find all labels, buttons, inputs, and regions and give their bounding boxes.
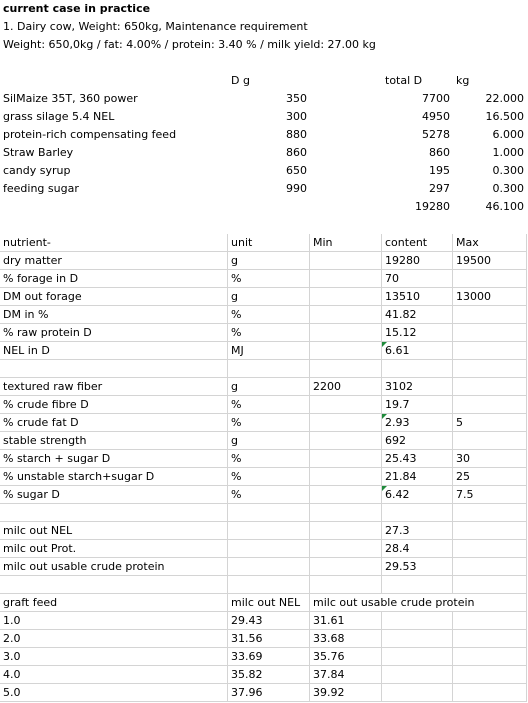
spacer-row xyxy=(0,360,528,378)
graft-nel[interactable]: 35.82 xyxy=(228,666,310,684)
feeds-header-row xyxy=(0,72,528,90)
nutrient-unit[interactable]: % xyxy=(228,414,310,432)
empty-cell[interactable] xyxy=(453,540,527,558)
milk-name[interactable]: milc out Prot. xyxy=(0,540,228,558)
empty-cell[interactable] xyxy=(228,522,310,540)
graft-row xyxy=(0,684,528,702)
empty-cell[interactable] xyxy=(453,612,527,630)
nutrient-min[interactable] xyxy=(310,486,382,504)
milk-name[interactable]: milc out NEL xyxy=(0,522,228,540)
nutrient-content[interactable]: 13510 xyxy=(382,288,453,306)
graft-feed[interactable]: 2.0 xyxy=(0,630,228,648)
nutrient-name[interactable]: % raw protein D xyxy=(0,324,228,342)
nutrient-unit[interactable]: g xyxy=(228,378,310,396)
nutrient-content[interactable]: 15.12 xyxy=(382,324,453,342)
feed-dg[interactable]: 990 xyxy=(286,182,307,195)
empty-cell[interactable] xyxy=(382,648,453,666)
empty-cell[interactable] xyxy=(228,360,310,378)
feed-kg[interactable]: 0.300 xyxy=(492,164,524,177)
empty-cell[interactable] xyxy=(310,558,382,576)
nutrient-content[interactable]: 19.7 xyxy=(382,396,453,414)
nutrient-unit[interactable]: % xyxy=(228,468,310,486)
nutrient-max[interactable] xyxy=(453,306,527,324)
feed-dg[interactable]: 650 xyxy=(286,164,307,177)
graft-header-row xyxy=(0,594,528,612)
feed-name[interactable]: candy syrup xyxy=(3,164,71,177)
graft-feed[interactable]: 3.0 xyxy=(0,648,228,666)
graft-feed[interactable]: 1.0 xyxy=(0,612,228,630)
feed-dg[interactable]: 300 xyxy=(286,110,307,123)
nutrient-unit[interactable]: % xyxy=(228,270,310,288)
empty-cell[interactable] xyxy=(453,666,527,684)
nutrient-max[interactable] xyxy=(453,396,527,414)
feed-name[interactable]: Straw Barley xyxy=(3,146,74,159)
nutrient-max[interactable] xyxy=(453,324,527,342)
feed-kg[interactable]: 1.000 xyxy=(492,146,524,159)
graft-nel[interactable]: 33.69 xyxy=(228,648,310,666)
nutrient-min[interactable] xyxy=(310,450,382,468)
graft-protein[interactable]: 33.68 xyxy=(310,630,382,648)
milk-row xyxy=(0,558,528,576)
spacer-row xyxy=(0,504,528,522)
feed-name[interactable]: feeding sugar xyxy=(3,182,79,195)
feeds-header-kg[interactable]: kg xyxy=(456,74,470,87)
nutrient-min[interactable] xyxy=(310,288,382,306)
feed-name[interactable]: grass silage 5.4 NEL xyxy=(3,110,115,123)
feed-row xyxy=(0,162,528,180)
nutrient-name[interactable]: DM in % xyxy=(0,306,228,324)
nutrient-unit[interactable]: MJ xyxy=(228,342,310,360)
milk-value[interactable]: 27.3 xyxy=(382,522,453,540)
nutrient-name[interactable]: % forage in D xyxy=(0,270,228,288)
graft-feed[interactable]: 4.0 xyxy=(0,666,228,684)
empty-cell[interactable] xyxy=(382,504,453,522)
nutrient-min[interactable] xyxy=(310,342,382,360)
sheet-title[interactable]: current case in practice xyxy=(3,2,151,15)
nutrient-max[interactable] xyxy=(453,270,527,288)
graft-nel[interactable]: 37.96 xyxy=(228,684,310,702)
milk-row xyxy=(0,522,528,540)
graft-row xyxy=(0,648,528,666)
nutrient-min[interactable] xyxy=(310,270,382,288)
feed-total[interactable]: 7700 xyxy=(422,92,450,105)
nutrient-row xyxy=(0,486,528,504)
feed-total[interactable]: 297 xyxy=(429,182,450,195)
nutrient-max[interactable]: 7.5 xyxy=(453,486,527,504)
empty-cell[interactable] xyxy=(310,540,382,558)
nutrients-header-min[interactable]: Min xyxy=(310,234,382,252)
nutrient-content[interactable]: 19280 xyxy=(382,252,453,270)
empty-cell[interactable] xyxy=(0,576,228,594)
nutrient-unit[interactable]: % xyxy=(228,306,310,324)
graft-header-feed[interactable]: graft feed xyxy=(0,594,228,612)
empty-cell[interactable] xyxy=(382,360,453,378)
graft-header-protein[interactable]: milc out usable crude protein xyxy=(310,594,527,612)
empty-cell[interactable] xyxy=(453,684,527,702)
nutrient-unit[interactable]: % xyxy=(228,450,310,468)
milk-value[interactable]: 29.53 xyxy=(382,558,453,576)
graft-nel[interactable]: 29.43 xyxy=(228,612,310,630)
nutrient-min[interactable] xyxy=(310,414,382,432)
nutrient-name[interactable]: % crude fibre D xyxy=(0,396,228,414)
feed-kg[interactable]: 16.500 xyxy=(485,110,524,123)
graft-row xyxy=(0,612,528,630)
empty-cell[interactable] xyxy=(453,558,527,576)
nutrient-max[interactable]: 30 xyxy=(453,450,527,468)
nutrients-header-row xyxy=(0,234,528,252)
nutrient-unit[interactable]: % xyxy=(228,324,310,342)
nutrient-content[interactable]: 6.42 xyxy=(382,486,453,504)
feeds-sum-kg[interactable]: 46.100 xyxy=(485,200,524,213)
nutrient-name[interactable]: % unstable starch+sugar D xyxy=(0,468,228,486)
header-line-2-row xyxy=(0,36,528,54)
feeds-sum-total[interactable]: 19280 xyxy=(415,200,450,213)
nutrient-row xyxy=(0,342,528,360)
feeds-header-dg[interactable]: D g xyxy=(231,74,250,87)
nutrient-min[interactable] xyxy=(310,468,382,486)
nutrients-header-content[interactable]: content xyxy=(382,234,453,252)
graft-protein[interactable]: 37.84 xyxy=(310,666,382,684)
feed-row xyxy=(0,126,528,144)
nutrient-min[interactable] xyxy=(310,396,382,414)
empty-cell[interactable] xyxy=(310,576,382,594)
feed-name[interactable]: SilMaize 35T, 360 power xyxy=(3,92,138,105)
nutrient-content[interactable]: 70 xyxy=(382,270,453,288)
feed-total[interactable]: 195 xyxy=(429,164,450,177)
feed-total[interactable]: 4950 xyxy=(422,110,450,123)
empty-cell[interactable] xyxy=(228,504,310,522)
empty-cell[interactable] xyxy=(453,522,527,540)
empty-cell[interactable] xyxy=(0,504,228,522)
nutrient-min[interactable] xyxy=(310,306,382,324)
nutrient-name[interactable]: DM out forage xyxy=(0,288,228,306)
feed-dg[interactable]: 350 xyxy=(286,92,307,105)
empty-cell[interactable] xyxy=(382,684,453,702)
nutrient-max[interactable] xyxy=(453,342,527,360)
graft-nel[interactable]: 31.56 xyxy=(228,630,310,648)
header-line-1-row xyxy=(0,18,528,36)
animal-parameters[interactable]: Weight: 650,0kg / fat: 4.00% / protein: 3.40 % / milk yield: 27.00 kg xyxy=(3,38,376,51)
milk-name[interactable]: milc out usable crude protein xyxy=(0,558,228,576)
feed-kg[interactable]: 0.300 xyxy=(492,182,524,195)
empty-cell[interactable] xyxy=(310,360,382,378)
empty-cell[interactable] xyxy=(382,612,453,630)
nutrient-min[interactable]: 2200 xyxy=(310,378,382,396)
nutrient-row xyxy=(0,432,528,450)
nutrient-content[interactable]: 41.82 xyxy=(382,306,453,324)
nutrient-name[interactable]: % sugar D xyxy=(0,486,228,504)
nutrient-max[interactable]: 19500 xyxy=(453,252,527,270)
empty-cell[interactable] xyxy=(453,648,527,666)
empty-cell[interactable] xyxy=(310,504,382,522)
empty-cell[interactable] xyxy=(453,576,527,594)
empty-cell[interactable] xyxy=(228,540,310,558)
empty-cell[interactable] xyxy=(310,522,382,540)
nutrient-max[interactable]: 13000 xyxy=(453,288,527,306)
nutrient-content[interactable]: 2.93 xyxy=(382,414,453,432)
nutrient-name[interactable]: textured raw fiber xyxy=(0,378,228,396)
nutrient-unit[interactable]: g xyxy=(228,432,310,450)
animal-description[interactable]: 1. Dairy cow, Weight: 650kg, Maintenance requirement xyxy=(3,20,308,33)
empty-cell[interactable] xyxy=(453,360,527,378)
nutrient-name[interactable]: % crude fat D xyxy=(0,414,228,432)
nutrients-header-name[interactable]: nutrient- xyxy=(0,234,228,252)
feed-row xyxy=(0,108,528,126)
empty-cell[interactable] xyxy=(453,504,527,522)
feed-dg[interactable]: 880 xyxy=(286,128,307,141)
nutrient-content[interactable]: 25.43 xyxy=(382,450,453,468)
empty-cell[interactable] xyxy=(382,666,453,684)
nutrients-header-max[interactable]: Max xyxy=(453,234,527,252)
nutrient-max[interactable]: 25 xyxy=(453,468,527,486)
nutrient-name[interactable]: dry matter xyxy=(0,252,228,270)
empty-cell[interactable] xyxy=(453,630,527,648)
nutrient-unit[interactable]: g xyxy=(228,288,310,306)
nutrient-min[interactable] xyxy=(310,432,382,450)
feed-kg[interactable]: 6.000 xyxy=(492,128,524,141)
nutrient-unit[interactable]: % xyxy=(228,396,310,414)
graft-protein[interactable]: 31.61 xyxy=(310,612,382,630)
empty-cell[interactable] xyxy=(228,576,310,594)
nutrient-name[interactable]: NEL in D xyxy=(0,342,228,360)
feed-dg[interactable]: 860 xyxy=(286,146,307,159)
nutrient-content[interactable]: 692 xyxy=(382,432,453,450)
nutrient-row xyxy=(0,378,528,396)
empty-cell[interactable] xyxy=(228,558,310,576)
nutrient-unit[interactable]: % xyxy=(228,486,310,504)
graft-feed[interactable]: 5.0 xyxy=(0,684,228,702)
feeds-sum-row xyxy=(0,198,528,216)
nutrient-row xyxy=(0,396,528,414)
nutrient-row xyxy=(0,468,528,486)
feed-row xyxy=(0,180,528,198)
feed-total[interactable]: 5278 xyxy=(422,128,450,141)
nutrient-min[interactable] xyxy=(310,252,382,270)
feed-row xyxy=(0,144,528,162)
nutrient-row xyxy=(0,288,528,306)
nutrient-row xyxy=(0,306,528,324)
milk-value[interactable]: 28.4 xyxy=(382,540,453,558)
graft-row xyxy=(0,630,528,648)
nutrient-min[interactable] xyxy=(310,324,382,342)
header-title-row xyxy=(0,0,528,18)
graft-protein[interactable]: 35.76 xyxy=(310,648,382,666)
spacer-row xyxy=(0,576,528,594)
milk-row xyxy=(0,540,528,558)
nutrient-row xyxy=(0,414,528,432)
feeds-header-total[interactable]: total D xyxy=(385,74,423,87)
empty-cell[interactable] xyxy=(382,630,453,648)
nutrient-name[interactable]: % starch + sugar D xyxy=(0,450,228,468)
nutrient-max[interactable] xyxy=(453,378,527,396)
nutrient-max[interactable]: 5 xyxy=(453,414,527,432)
feed-name[interactable]: protein-rich compensating feed xyxy=(3,128,177,141)
nutrient-unit[interactable]: g xyxy=(228,252,310,270)
nutrient-name[interactable]: stable strength xyxy=(0,432,228,450)
nutrient-row xyxy=(0,270,528,288)
nutrients-header-unit[interactable]: unit xyxy=(228,234,310,252)
feed-total[interactable]: 860 xyxy=(429,146,450,159)
empty-cell[interactable] xyxy=(382,576,453,594)
nutrient-row xyxy=(0,450,528,468)
feed-kg[interactable]: 22.000 xyxy=(485,92,524,105)
nutrient-content[interactable]: 6.61 xyxy=(382,342,453,360)
feed-row xyxy=(0,90,528,108)
empty-cell[interactable] xyxy=(0,360,228,378)
nutrient-content[interactable]: 21.84 xyxy=(382,468,453,486)
nutrient-content[interactable]: 3102 xyxy=(382,378,453,396)
graft-header-nel[interactable]: milc out NEL xyxy=(228,594,310,612)
nutrient-row xyxy=(0,252,528,270)
graft-row xyxy=(0,666,528,684)
graft-protein[interactable]: 39.92 xyxy=(310,684,382,702)
nutrient-row xyxy=(0,324,528,342)
nutrient-max[interactable] xyxy=(453,432,527,450)
